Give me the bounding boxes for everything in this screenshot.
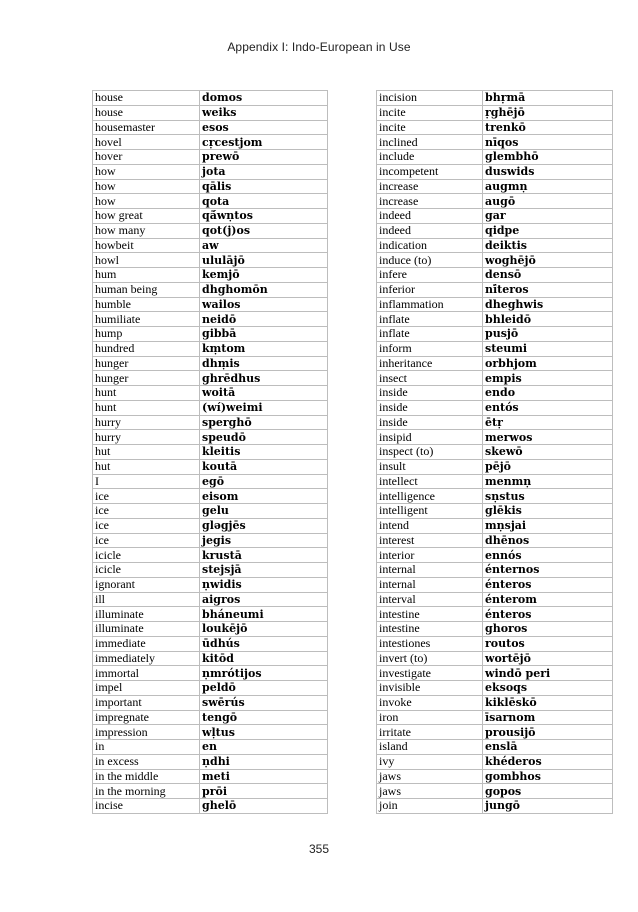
table-row bbox=[377, 459, 613, 474]
indo-european-word: aw bbox=[200, 238, 328, 253]
table-row bbox=[93, 474, 328, 489]
indo-european-word: prewō bbox=[200, 150, 328, 165]
table-row bbox=[93, 459, 328, 474]
indo-european-word: esos bbox=[200, 120, 328, 135]
english-word: incise bbox=[93, 799, 200, 814]
english-word: interval bbox=[377, 592, 483, 607]
indo-european-word: mṇsjai bbox=[483, 518, 613, 533]
english-word: interest bbox=[377, 533, 483, 548]
page-number: 355 bbox=[308, 842, 330, 856]
indo-european-word: gelu bbox=[200, 504, 328, 519]
table-row bbox=[377, 651, 613, 666]
english-word: inside bbox=[377, 415, 483, 430]
table-row bbox=[93, 135, 328, 150]
english-word: intestine bbox=[377, 622, 483, 637]
vocabulary-table-right bbox=[376, 90, 613, 814]
table-row bbox=[93, 636, 328, 651]
table-row bbox=[93, 592, 328, 607]
table-row bbox=[93, 238, 328, 253]
table-row bbox=[377, 400, 613, 415]
english-word: indeed bbox=[377, 223, 483, 238]
indo-european-word: dheghwis bbox=[483, 297, 613, 312]
english-word: ice bbox=[93, 518, 200, 533]
indo-european-word: weiks bbox=[200, 105, 328, 120]
indo-european-word: stejsjā bbox=[200, 563, 328, 578]
english-word: inflate bbox=[377, 312, 483, 327]
table-row bbox=[377, 253, 613, 268]
english-word: island bbox=[377, 740, 483, 755]
table-row bbox=[377, 445, 613, 460]
indo-european-word: énternos bbox=[483, 563, 613, 578]
english-word: ignorant bbox=[93, 577, 200, 592]
english-word: include bbox=[377, 150, 483, 165]
english-word: how bbox=[93, 164, 200, 179]
table-row bbox=[377, 120, 613, 135]
indo-european-word: augmṇ bbox=[483, 179, 613, 194]
indo-european-word: khéderos bbox=[483, 754, 613, 769]
table-row bbox=[93, 430, 328, 445]
indo-european-word: prousijō bbox=[483, 725, 613, 740]
english-word: irritate bbox=[377, 725, 483, 740]
indo-european-word: trenkō bbox=[483, 120, 613, 135]
table-row bbox=[93, 577, 328, 592]
table-row bbox=[93, 253, 328, 268]
indo-european-word: ennós bbox=[483, 548, 613, 563]
english-word: housemaster bbox=[93, 120, 200, 135]
indo-european-word: neidō bbox=[200, 312, 328, 327]
indo-european-word: menmṇ bbox=[483, 474, 613, 489]
english-word: inferior bbox=[377, 282, 483, 297]
table-row bbox=[377, 297, 613, 312]
indo-european-word: peldō bbox=[200, 681, 328, 696]
english-word: join bbox=[377, 799, 483, 814]
table-row bbox=[377, 223, 613, 238]
indo-european-word: qota bbox=[200, 194, 328, 209]
indo-european-word: kitōd bbox=[200, 651, 328, 666]
indo-european-word: énteros bbox=[483, 577, 613, 592]
table-row bbox=[93, 268, 328, 283]
table-row bbox=[377, 135, 613, 150]
table-row bbox=[377, 754, 613, 769]
english-word: incite bbox=[377, 120, 483, 135]
indo-european-word: ṇdhi bbox=[200, 754, 328, 769]
table-row bbox=[93, 740, 328, 755]
english-word: inheritance bbox=[377, 356, 483, 371]
english-word: intestine bbox=[377, 607, 483, 622]
english-word: hunger bbox=[93, 356, 200, 371]
english-word: in the middle bbox=[93, 769, 200, 784]
english-word: indeed bbox=[377, 209, 483, 224]
indo-european-word: kṃtom bbox=[200, 341, 328, 356]
table-row bbox=[377, 268, 613, 283]
table-row bbox=[93, 105, 328, 120]
english-word: immediate bbox=[93, 636, 200, 651]
english-word: ill bbox=[93, 592, 200, 607]
table-row bbox=[93, 91, 328, 106]
indo-european-word: gombhos bbox=[483, 769, 613, 784]
english-word: impression bbox=[93, 725, 200, 740]
english-word: invisible bbox=[377, 681, 483, 696]
table-row bbox=[93, 563, 328, 578]
table-row bbox=[377, 386, 613, 401]
vocabulary-table-left bbox=[92, 90, 328, 814]
table-row bbox=[377, 356, 613, 371]
indo-european-word: sṇstus bbox=[483, 489, 613, 504]
indo-european-word: orbhjom bbox=[483, 356, 613, 371]
indo-european-word: ṇwidis bbox=[200, 577, 328, 592]
indo-european-word: énteros bbox=[483, 607, 613, 622]
english-word: hovel bbox=[93, 135, 200, 150]
english-word: impregnate bbox=[93, 710, 200, 725]
indo-european-word: egō bbox=[200, 474, 328, 489]
indo-european-word: speudō bbox=[200, 430, 328, 445]
english-word: hundred bbox=[93, 341, 200, 356]
table-row bbox=[93, 784, 328, 799]
english-word: investigate bbox=[377, 666, 483, 681]
english-word: illuminate bbox=[93, 622, 200, 637]
english-word: humble bbox=[93, 297, 200, 312]
table-row bbox=[93, 548, 328, 563]
indo-european-word: jota bbox=[200, 164, 328, 179]
indo-european-word: gibbā bbox=[200, 327, 328, 342]
table-row bbox=[93, 695, 328, 710]
table-row bbox=[93, 120, 328, 135]
english-word: hunt bbox=[93, 386, 200, 401]
english-word: intellect bbox=[377, 474, 483, 489]
indo-european-word: wortējō bbox=[483, 651, 613, 666]
table-row bbox=[93, 504, 328, 519]
english-word: in excess bbox=[93, 754, 200, 769]
table-row bbox=[93, 341, 328, 356]
indo-european-word: ṇmrótijos bbox=[200, 666, 328, 681]
table-row bbox=[377, 607, 613, 622]
indo-european-word: kleitis bbox=[200, 445, 328, 460]
english-word: icicle bbox=[93, 548, 200, 563]
table-row bbox=[93, 518, 328, 533]
table-row bbox=[377, 504, 613, 519]
indo-european-word: en bbox=[200, 740, 328, 755]
indo-european-word: ululājō bbox=[200, 253, 328, 268]
english-word: hut bbox=[93, 459, 200, 474]
table-row bbox=[377, 238, 613, 253]
english-word: inside bbox=[377, 400, 483, 415]
table-row bbox=[93, 150, 328, 165]
indo-european-word: dhēnos bbox=[483, 533, 613, 548]
indo-european-word: jegis bbox=[200, 533, 328, 548]
table-row bbox=[93, 607, 328, 622]
indo-european-word: krustā bbox=[200, 548, 328, 563]
english-word: hover bbox=[93, 150, 200, 165]
english-word: impel bbox=[93, 681, 200, 696]
english-word: invoke bbox=[377, 695, 483, 710]
english-word: ivy bbox=[377, 754, 483, 769]
table-row bbox=[377, 341, 613, 356]
table-row bbox=[93, 194, 328, 209]
table-row bbox=[93, 179, 328, 194]
indo-european-word: deiktis bbox=[483, 238, 613, 253]
english-word: house bbox=[93, 91, 200, 106]
english-word: interior bbox=[377, 548, 483, 563]
english-word: important bbox=[93, 695, 200, 710]
table-row bbox=[93, 666, 328, 681]
table-row bbox=[377, 784, 613, 799]
english-word: in the morning bbox=[93, 784, 200, 799]
table-row bbox=[377, 282, 613, 297]
english-word: inflate bbox=[377, 327, 483, 342]
english-word: how many bbox=[93, 223, 200, 238]
english-word: inspect (to) bbox=[377, 445, 483, 460]
indo-european-word: bhṛmā bbox=[483, 91, 613, 106]
table-row bbox=[377, 563, 613, 578]
english-word: howl bbox=[93, 253, 200, 268]
table-row bbox=[377, 681, 613, 696]
english-word: how bbox=[93, 194, 200, 209]
english-word: insect bbox=[377, 371, 483, 386]
indo-european-word: pusjō bbox=[483, 327, 613, 342]
indo-european-word: gopos bbox=[483, 784, 613, 799]
indo-european-word: eisom bbox=[200, 489, 328, 504]
table-row bbox=[377, 474, 613, 489]
indo-european-word: routos bbox=[483, 636, 613, 651]
table-row bbox=[377, 592, 613, 607]
table-row bbox=[377, 327, 613, 342]
indo-european-word: domos bbox=[200, 91, 328, 106]
english-word: intelligence bbox=[377, 489, 483, 504]
table-row bbox=[377, 695, 613, 710]
indo-european-word: ūdhús bbox=[200, 636, 328, 651]
table-row bbox=[377, 769, 613, 784]
indo-european-word: endo bbox=[483, 386, 613, 401]
table-row bbox=[377, 105, 613, 120]
indo-european-word: dhghomōn bbox=[200, 282, 328, 297]
english-word: intestiones bbox=[377, 636, 483, 651]
indo-european-word: densō bbox=[483, 268, 613, 283]
table-row bbox=[377, 91, 613, 106]
table-row bbox=[93, 769, 328, 784]
indo-european-word: (wí)weimi bbox=[200, 400, 328, 415]
english-word: incompetent bbox=[377, 164, 483, 179]
table-row bbox=[377, 725, 613, 740]
indo-european-word: eksoqs bbox=[483, 681, 613, 696]
indo-european-word: merwos bbox=[483, 430, 613, 445]
english-word: in bbox=[93, 740, 200, 755]
indo-european-word: woitā bbox=[200, 386, 328, 401]
table-row bbox=[377, 194, 613, 209]
indo-european-word: glēkis bbox=[483, 504, 613, 519]
english-word: infere bbox=[377, 268, 483, 283]
table-row bbox=[377, 622, 613, 637]
english-word: increase bbox=[377, 179, 483, 194]
table-row bbox=[93, 209, 328, 224]
english-word: I bbox=[93, 474, 200, 489]
indo-european-word: duswids bbox=[483, 164, 613, 179]
indo-european-word: kemjō bbox=[200, 268, 328, 283]
indo-european-word: īsarnom bbox=[483, 710, 613, 725]
english-word: inclined bbox=[377, 135, 483, 150]
indo-european-word: loukējō bbox=[200, 622, 328, 637]
english-word: icicle bbox=[93, 563, 200, 578]
table-row bbox=[93, 164, 328, 179]
indo-european-word: jungō bbox=[483, 799, 613, 814]
indo-european-word: ghrēdhus bbox=[200, 371, 328, 386]
table-row bbox=[93, 681, 328, 696]
english-word: ice bbox=[93, 533, 200, 548]
table-row bbox=[377, 799, 613, 814]
indo-european-word: meti bbox=[200, 769, 328, 784]
table-row bbox=[93, 622, 328, 637]
english-word: jaws bbox=[377, 784, 483, 799]
table-row bbox=[377, 371, 613, 386]
english-word: human being bbox=[93, 282, 200, 297]
indo-european-word: ghelō bbox=[200, 799, 328, 814]
indo-european-word: windō peri bbox=[483, 666, 613, 681]
english-word: immortal bbox=[93, 666, 200, 681]
indo-european-word: entós bbox=[483, 400, 613, 415]
english-word: immediately bbox=[93, 651, 200, 666]
english-word: insipid bbox=[377, 430, 483, 445]
english-word: how great bbox=[93, 209, 200, 224]
english-word: howbeit bbox=[93, 238, 200, 253]
indo-european-word: tengō bbox=[200, 710, 328, 725]
table-row bbox=[93, 386, 328, 401]
table-row bbox=[377, 518, 613, 533]
indo-european-word: énterom bbox=[483, 592, 613, 607]
table-row bbox=[377, 740, 613, 755]
table-row bbox=[93, 533, 328, 548]
english-word: illuminate bbox=[93, 607, 200, 622]
table-row bbox=[93, 725, 328, 740]
english-word: internal bbox=[377, 577, 483, 592]
indo-european-word: bháneumi bbox=[200, 607, 328, 622]
table-row bbox=[93, 371, 328, 386]
english-word: increase bbox=[377, 194, 483, 209]
english-word: humiliate bbox=[93, 312, 200, 327]
table-row bbox=[377, 636, 613, 651]
indo-european-word: aigros bbox=[200, 592, 328, 607]
english-word: hunt bbox=[93, 400, 200, 415]
english-word: ice bbox=[93, 489, 200, 504]
indo-european-word: koutā bbox=[200, 459, 328, 474]
english-word: iron bbox=[377, 710, 483, 725]
english-word: invert (to) bbox=[377, 651, 483, 666]
indo-european-word: gar bbox=[483, 209, 613, 224]
indo-european-word: skewō bbox=[483, 445, 613, 460]
table-row bbox=[377, 312, 613, 327]
english-word: house bbox=[93, 105, 200, 120]
table-row bbox=[93, 651, 328, 666]
english-word: induce (to) bbox=[377, 253, 483, 268]
table-row bbox=[377, 489, 613, 504]
english-word: hump bbox=[93, 327, 200, 342]
indo-european-word: cṛcestjom bbox=[200, 135, 328, 150]
indo-european-word: pējō bbox=[483, 459, 613, 474]
table-row bbox=[377, 430, 613, 445]
indo-european-word: enslā bbox=[483, 740, 613, 755]
table-row bbox=[377, 666, 613, 681]
indo-european-word: dhṃis bbox=[200, 356, 328, 371]
table-row bbox=[377, 164, 613, 179]
table-row bbox=[93, 710, 328, 725]
indo-european-word: prōi bbox=[200, 784, 328, 799]
indo-european-word: augō bbox=[483, 194, 613, 209]
english-word: jaws bbox=[377, 769, 483, 784]
table-row bbox=[93, 754, 328, 769]
english-word: hut bbox=[93, 445, 200, 460]
table-row bbox=[93, 297, 328, 312]
indo-european-word: qālis bbox=[200, 179, 328, 194]
table-row bbox=[377, 548, 613, 563]
english-word: inflammation bbox=[377, 297, 483, 312]
table-row bbox=[377, 577, 613, 592]
table-row bbox=[377, 415, 613, 430]
table-row bbox=[93, 415, 328, 430]
table-row bbox=[93, 356, 328, 371]
table-row bbox=[377, 209, 613, 224]
indo-european-word: wḷtus bbox=[200, 725, 328, 740]
indo-european-word: qot(j)os bbox=[200, 223, 328, 238]
indo-european-word: swērús bbox=[200, 695, 328, 710]
indo-european-word: qidpe bbox=[483, 223, 613, 238]
table-row bbox=[93, 312, 328, 327]
table-row bbox=[93, 282, 328, 297]
indo-european-word: qā́wṇtos bbox=[200, 209, 328, 224]
english-word: ice bbox=[93, 504, 200, 519]
table-row bbox=[93, 327, 328, 342]
indo-european-word: ghoros bbox=[483, 622, 613, 637]
indo-european-word: ṛghējō bbox=[483, 105, 613, 120]
indo-european-word: glembhō bbox=[483, 150, 613, 165]
table-row bbox=[377, 150, 613, 165]
indo-european-word: glǝgjēs bbox=[200, 518, 328, 533]
indo-european-word: nīqos bbox=[483, 135, 613, 150]
table-row bbox=[93, 400, 328, 415]
english-word: incite bbox=[377, 105, 483, 120]
english-word: inside bbox=[377, 386, 483, 401]
english-word: insult bbox=[377, 459, 483, 474]
english-word: hunger bbox=[93, 371, 200, 386]
indo-european-word: bhleidō bbox=[483, 312, 613, 327]
indo-european-word: ētṛ bbox=[483, 415, 613, 430]
running-header: Appendix I: Indo-European in Use bbox=[227, 40, 411, 54]
english-word: indication bbox=[377, 238, 483, 253]
indo-european-word: kiklēskō bbox=[483, 695, 613, 710]
table-row bbox=[93, 223, 328, 238]
english-word: hurry bbox=[93, 430, 200, 445]
table-row bbox=[93, 445, 328, 460]
indo-european-word: woghējō bbox=[483, 253, 613, 268]
english-word: hurry bbox=[93, 415, 200, 430]
indo-european-word: wailos bbox=[200, 297, 328, 312]
english-word: internal bbox=[377, 563, 483, 578]
table-row bbox=[377, 179, 613, 194]
english-word: hum bbox=[93, 268, 200, 283]
indo-european-word: empis bbox=[483, 371, 613, 386]
english-word: incision bbox=[377, 91, 483, 106]
english-word: intelligent bbox=[377, 504, 483, 519]
english-word: intend bbox=[377, 518, 483, 533]
indo-european-word: steumi bbox=[483, 341, 613, 356]
indo-european-word: nī́teros bbox=[483, 282, 613, 297]
table-row bbox=[93, 799, 328, 814]
table-row bbox=[93, 489, 328, 504]
table-row bbox=[377, 533, 613, 548]
english-word: how bbox=[93, 179, 200, 194]
english-word: inform bbox=[377, 341, 483, 356]
indo-european-word: sperghō bbox=[200, 415, 328, 430]
table-row bbox=[377, 710, 613, 725]
